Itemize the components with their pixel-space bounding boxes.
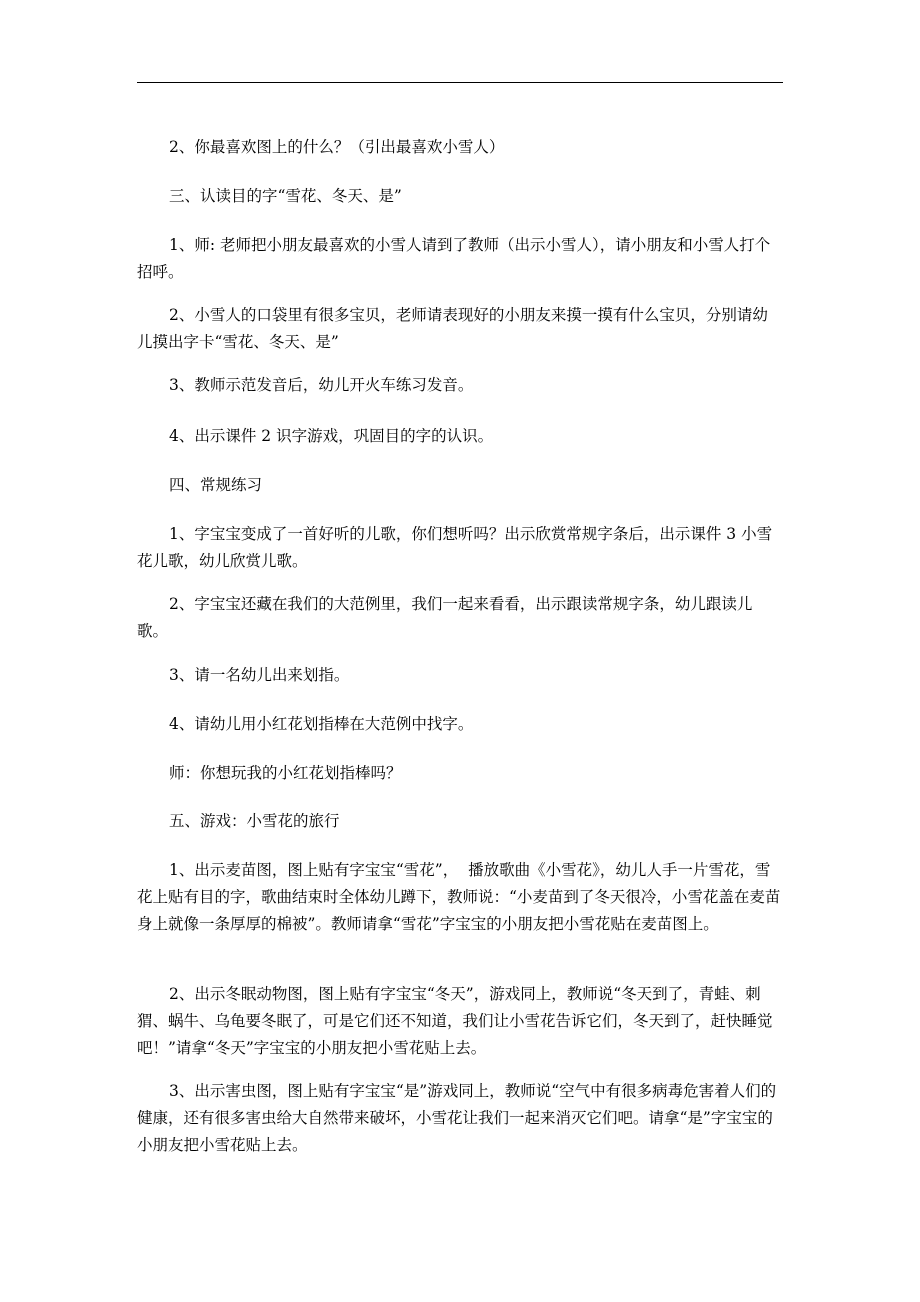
paragraph: 4、请幼儿用小红花划指棒在大范例中找字。 [169, 715, 474, 733]
paragraph: 1、出示麦苗图，图上贴有字宝宝“雪花”， 播放歌曲《小雪花》，幼儿人手一片雪花，雪花上贴有目的字，歌曲结束时全体幼儿蹲下，教师说：“小麦苗到了冬天很冷，小雪花盖在麦苗身上就像一条厚厚的棉被”。教师请拿“雪花”字宝宝的小朋友把小雪花贴在麦苗图上。 [137, 861, 781, 933]
paragraph: 2、你最喜欢图上的什么？（引出最喜欢小雪人） [169, 138, 505, 156]
section-heading: 三、认读目的字“雪花、冬天、是” [169, 187, 402, 205]
paragraph: 2、出示冬眠动物图，图上贴有字宝宝“冬天”，游戏同上，教师说“冬天到了，青蛙、刺猬、蜗牛、乌龟要冬眠了，可是它们还不知道，我们让小雪花告诉它们，冬天到了，赶快睡觉吧！”请拿“冬天”字宝宝的小朋友把小雪花贴上去。 [137, 985, 773, 1057]
paragraph: 3、教师示范发音后，幼儿开火车练习发音。 [169, 376, 474, 394]
paragraph: 1、师: 老师把小朋友最喜欢的小雪人请到了教师（出示小雪人），请小朋友和小雪人打个招呼。 [137, 236, 771, 281]
paragraph: 2、字宝宝还藏在我们的大范例里，我们一起来看看，出示跟读常规字条，幼儿跟读儿歌。 [137, 595, 753, 640]
section-heading: 四、常规练习 [169, 476, 263, 494]
paragraph: 3、请一名幼儿出来划指。 [169, 666, 350, 684]
paragraph: 1、字宝宝变成了一首好听的儿歌，你们想听吗？出示欣赏常规字条后，出示课件 3 小雪花儿歌，幼儿欣赏儿歌。 [137, 525, 773, 570]
paragraph: 3、出示害虫图，图上贴有字宝宝“是”游戏同上，教师说“空气中有很多病毒危害着人们的健康，还有很多害虫给大自然带来破坏，小雪花让我们一起来消灭它们吧。请拿“是”字宝宝的小朋友把小雪花贴上去。 [137, 1082, 777, 1154]
paragraph: 2、小雪人的口袋里有很多宝贝，老师请表现好的小朋友来摸一摸有什么宝贝，分别请幼儿摸出字卡“雪花、冬天、是” [137, 306, 768, 351]
paragraph: 师：你想玩我的小红花划指棒吗？ [169, 764, 402, 782]
section-heading: 五、游戏：小雪花的旅行 [169, 812, 340, 830]
header-rule [137, 82, 783, 83]
paragraph: 4、出示课件 2 识字游戏，巩固目的字的认识。 [169, 427, 494, 445]
